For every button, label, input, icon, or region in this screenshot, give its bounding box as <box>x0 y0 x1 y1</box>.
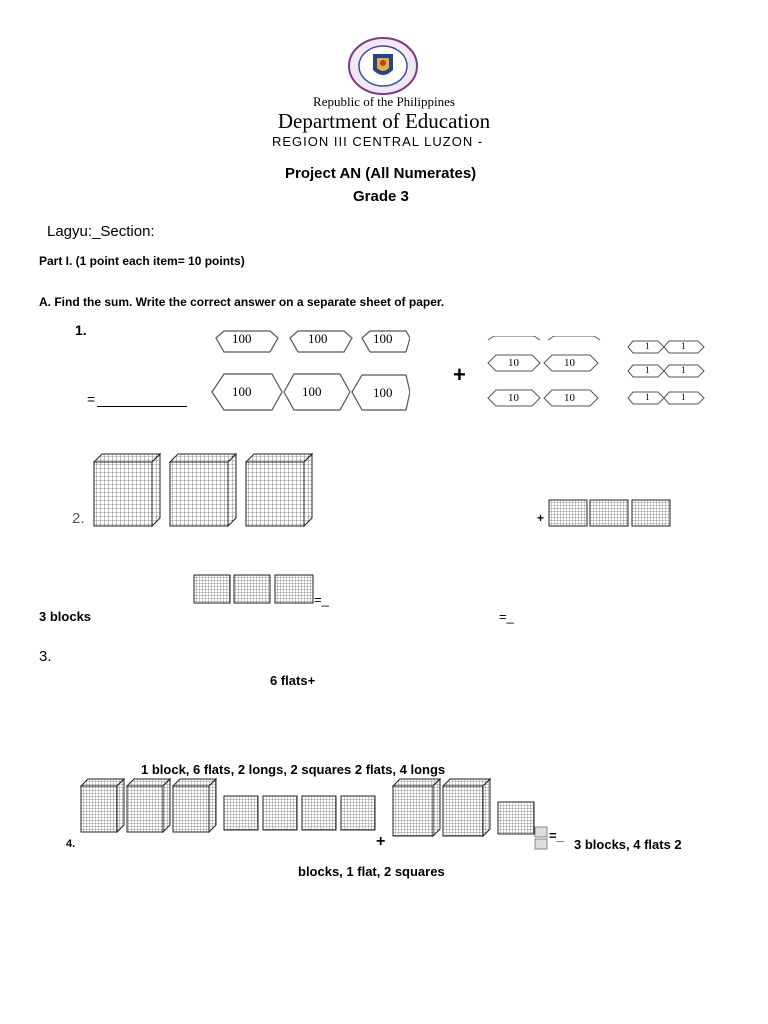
instruction-text: A. Find the sum. Write the correct answer on a separate sheet of paper. <box>39 295 445 309</box>
item4-small-squares <box>534 826 548 850</box>
item2-plus: + <box>537 511 545 525</box>
ten-label: 10 <box>508 357 519 369</box>
item1-answer-line <box>97 405 187 407</box>
item2-caption: 3 blocks <box>39 609 92 624</box>
item2-flats-right <box>548 499 672 527</box>
ten-label: 10 <box>564 357 575 369</box>
base-ten-flat-icon <box>302 796 336 830</box>
base-ten-block-icon <box>246 454 312 526</box>
ten-label: 10 <box>564 392 575 404</box>
item4-right-caption: 3 blocks, 4 flats 2 <box>574 837 682 852</box>
republic-line: Republic of the Philippines <box>313 94 455 109</box>
hundred-label: 100 <box>302 384 322 399</box>
ten-label: 10 <box>508 392 519 404</box>
base-ten-block-icon <box>94 454 160 526</box>
base-ten-block-icon <box>170 454 236 526</box>
item2-flats-left <box>193 574 315 604</box>
item1-plus: + <box>453 362 466 387</box>
item2-blocks <box>92 452 318 528</box>
one-label: 1 <box>645 341 650 351</box>
hundred-label: 100 <box>232 384 252 399</box>
base-ten-block-icon <box>81 779 124 832</box>
item2-equals-flats: =_ <box>314 592 329 607</box>
base-ten-flat-icon <box>194 575 230 603</box>
hundred-label: 100 <box>308 331 328 346</box>
item1-equals: = <box>87 391 96 407</box>
item4-number: 4. <box>66 838 76 850</box>
tens-group <box>486 336 604 412</box>
base-ten-flat-icon <box>549 500 587 526</box>
project-title: Project AN (All Numerates) <box>285 165 477 182</box>
name-section-label: Lagyu:_Section: <box>47 223 155 240</box>
item1-number: 1. <box>75 322 87 338</box>
item3-caption: 6 flats+ <box>270 673 316 688</box>
item4-plus: + <box>376 833 386 850</box>
base-ten-block-icon <box>393 779 440 836</box>
hundred-label: 100 <box>373 331 393 346</box>
one-label: 1 <box>681 365 686 375</box>
department-line: Department of Education <box>277 109 491 133</box>
deped-seal-icon <box>346 36 420 96</box>
one-label: 1 <box>681 341 686 351</box>
item4-left-group <box>80 778 378 834</box>
grade-title: Grade 3 <box>353 188 409 205</box>
item3-number: 3. <box>39 648 52 665</box>
base-ten-block-icon <box>127 779 170 832</box>
base-ten-flat-icon <box>234 575 270 603</box>
region-line: REGION III CENTRAL LUZON - <box>272 134 484 149</box>
one-label: 1 <box>645 365 650 375</box>
base-ten-flat-icon <box>498 802 534 834</box>
base-ten-flat-icon <box>224 796 258 830</box>
base-ten-flat-icon <box>341 796 375 830</box>
base-ten-block-icon <box>443 779 490 836</box>
base-ten-flat-icon <box>632 500 670 526</box>
item4-top-caption: 1 block, 6 flats, 2 longs, 2 squares 2 flats, 4 longs <box>141 762 446 777</box>
item4-right-group <box>392 778 538 838</box>
one-label: 1 <box>681 392 686 402</box>
hundred-label: 100 <box>232 331 252 346</box>
base-ten-flat-icon <box>590 500 628 526</box>
one-label: 1 <box>645 392 650 402</box>
ones-group <box>626 338 706 408</box>
item4-equals: =_ <box>549 828 564 843</box>
hundred-label: 100 <box>373 385 393 400</box>
base-ten-flat-icon <box>263 796 297 830</box>
item4-bottom-caption: blocks, 1 flat, 2 squares <box>298 864 445 879</box>
base-ten-block-icon <box>173 779 216 832</box>
part-heading: Part I. (1 point each item= 10 points) <box>39 254 245 268</box>
item2-equals-right: =_ <box>499 609 514 624</box>
item2-number: 2. <box>72 510 85 527</box>
base-ten-flat-icon <box>275 575 313 603</box>
